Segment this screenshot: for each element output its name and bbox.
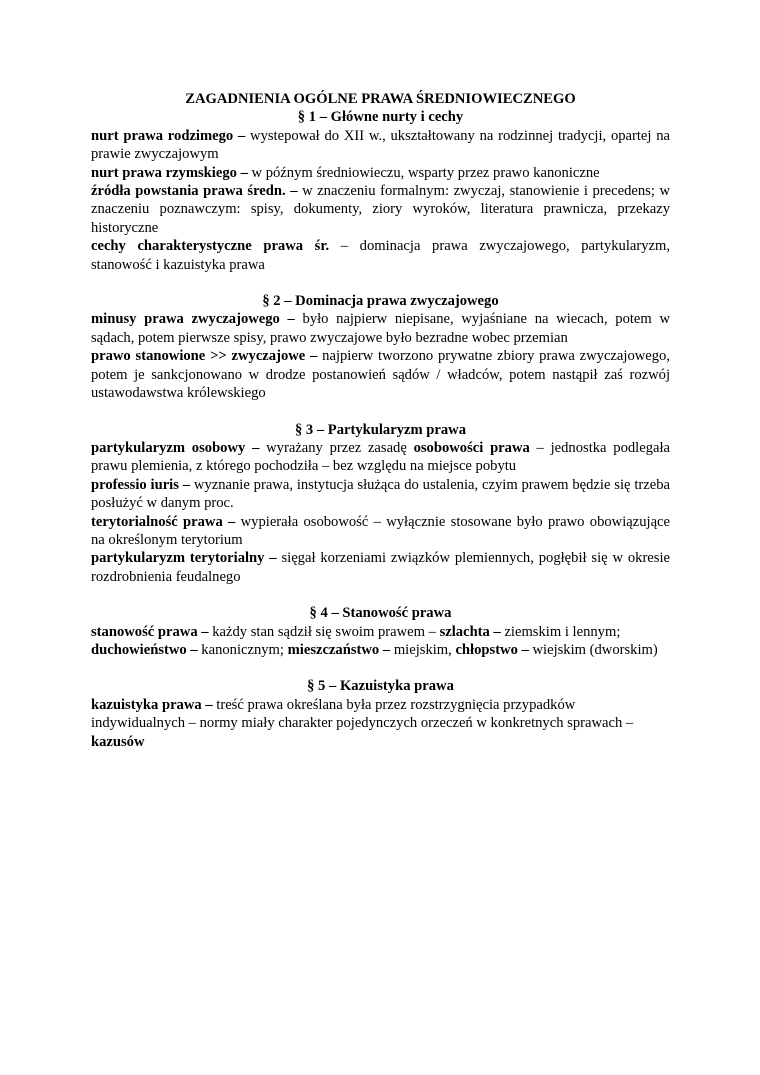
term: nurt prawa rzymskiego – (91, 164, 248, 181)
term: nurt prawa rodzimego – (91, 127, 246, 144)
spacer (91, 403, 670, 421)
spacer (91, 274, 670, 292)
definition: kanonicznym; (197, 641, 288, 658)
entry-terytorialnosc (91, 513, 670, 550)
definition: każdy stan sądził się swoim prawem – (208, 623, 440, 640)
definition: w znaczeniu formalnym: zwyczaj, stanowienie i precedens; w znaczeniu poznawczym: spisy, dokumenty, ziory wyroków, literatura prawnicza, przekazy historyczne (91, 183, 670, 236)
entry-zrodla (91, 182, 670, 237)
spacer (91, 586, 670, 604)
section-3-heading: § 3 – Partykularyzm prawa (294, 421, 467, 438)
term-chlopstwo: chłopstwo – (455, 641, 529, 658)
term: źródła powstania prawa średn. – (91, 183, 298, 200)
entry-partykularyzm-terytorialny (91, 549, 670, 586)
spacer (91, 659, 670, 677)
document-title: ZAGADNIENIA OGÓLNE PRAWA ŚREDNIOWIECZNEGO (185, 91, 576, 107)
entry-nurt-rodzimy (91, 127, 670, 164)
definition: wyrażany przez zasadę (259, 439, 414, 456)
definition: wiejskim (dworskim) (528, 641, 658, 658)
term: partykularyzm osobowy – (91, 439, 260, 456)
term: terytorialność prawa – (91, 513, 236, 530)
term: prawo stanowione >> zwyczajowe – (91, 348, 318, 365)
term: professio iuris – (91, 476, 191, 493)
definition: wystepował do XII w., ukształtowany na rodzinnej tradycji, opartej na prawie zwyczajowym (91, 127, 670, 163)
entry-professio-iuris (91, 476, 670, 513)
definition: ziemskim i lennym; (500, 623, 621, 640)
entry-prawo-stanowione (91, 347, 670, 402)
entry-kazuistyka (91, 696, 670, 751)
definition: wypierała osobowość – wyłącznie stosowane było prawo obowiązujące na określonym terytorium (91, 513, 670, 548)
term-szlachta: szlachta – (439, 623, 501, 640)
term: partykularyzm terytorialny – (91, 550, 277, 567)
term: stanowość prawa – (91, 623, 209, 640)
definition: miejskim, (390, 641, 456, 658)
section-1-heading: § 1 – Główne nurty i cechy (297, 109, 464, 126)
term-duchowienstwo: duchowieństwo – (91, 641, 198, 658)
entry-nurt-rzymski (91, 164, 670, 182)
definition: wyznanie prawa, instytucja służąca do ustalenia, czyim prawem będzie się trzeba posłużyć w danym proc. (91, 476, 670, 512)
definition: w późnym średniowieczu, wsparty przez prawo kanoniczne (247, 164, 600, 181)
entry-stanowosc (91, 623, 670, 660)
document-body (91, 90, 670, 751)
term: minusy prawa zwyczajowego – (91, 311, 295, 328)
term: cechy charakterystyczne prawa śr. (91, 238, 330, 255)
definition: było najpierw niepisane, wyjaśniane na wiecach, potem w sądach, potem pierwsze spisy, prawo zwyczajowe było bezradne wobec przemian (91, 311, 670, 346)
entry-minusy (91, 310, 670, 347)
term-kazusow: kazusów (91, 733, 145, 750)
definition: – dominacja prawa zwyczajowego, partykularyzm, stanowość i kazuistyka prawa (91, 238, 671, 273)
term-mieszczanstwo: mieszczaństwo – (287, 641, 391, 658)
term: kazuistyka prawa – (91, 696, 213, 713)
definition-continued: – jednostka podlegała prawu plemienia, z którego pochodziła – bez względu na miejsce pobytu (91, 439, 671, 475)
entry-cechy (91, 237, 670, 274)
term-inline: osobowości prawa (413, 439, 530, 456)
definition: treść prawa określana była przez rozstrzygnięcia przypadków indywidualnych – normy miały charakter pojedynczych orzeczeń w konkretnych sprawach – (91, 696, 634, 732)
section-4-heading: § 4 – Stanowość prawa (309, 605, 452, 622)
section-5-heading: § 5 – Kazuistyka prawa (307, 678, 454, 695)
definition: najpierw tworzono prywatne zbiory prawa zwyczajowego, potem je sankcjonowano w drodze postanowień sądów / władców, potem nastąpił zaś rozwój ustawodawstwa królewskiego (91, 348, 670, 402)
entry-partykularyzm-osobowy (91, 439, 670, 476)
section-2-heading: § 2 – Dominacja prawa zwyczajowego (262, 293, 499, 310)
definition: sięgał korzeniami związków plemiennych, pogłębił się w okresie rozdrobnienia feudalnego (91, 550, 670, 585)
